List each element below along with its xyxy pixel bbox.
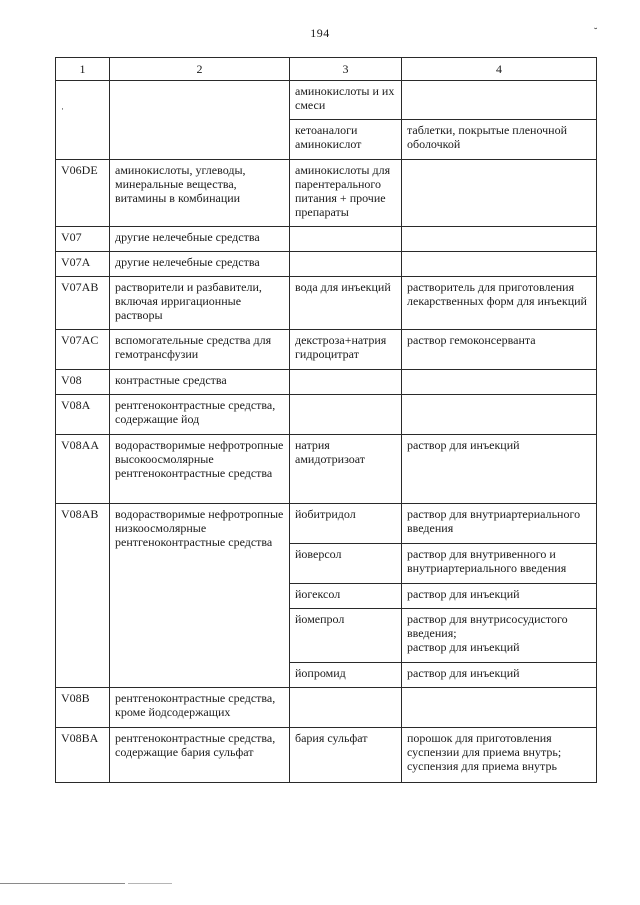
cell-code: V06DE bbox=[56, 160, 110, 227]
cell-group-name: рентгеноконтрастные средства, содержащие йод bbox=[110, 395, 290, 435]
header-col-2: 2 bbox=[110, 58, 290, 81]
cell-drug: йопромид bbox=[290, 663, 402, 688]
table-row bbox=[56, 504, 597, 544]
page-number: 194 bbox=[310, 26, 330, 40]
form-line: суспензия для приема внутрь bbox=[407, 759, 557, 773]
cell-drug bbox=[290, 252, 402, 277]
cell-drug: бария сульфат bbox=[290, 728, 402, 783]
table-row bbox=[56, 81, 597, 120]
cell-form bbox=[402, 370, 597, 395]
cell-form bbox=[402, 252, 597, 277]
cell-group-name: рентгеноконтрастные средства, содержащие бария сульфат bbox=[110, 728, 290, 783]
cell-drug bbox=[290, 370, 402, 395]
header-col-3: 3 bbox=[290, 58, 402, 81]
cell-drug: йомепрол bbox=[290, 609, 402, 663]
drug-table bbox=[55, 57, 597, 783]
cell-drug: вода для инъекций bbox=[290, 277, 402, 330]
table-row bbox=[56, 252, 597, 277]
header-col-4: 4 bbox=[402, 58, 597, 81]
footnote-rule bbox=[0, 883, 125, 884]
cell-code: V07AB bbox=[56, 277, 110, 330]
cell-form: растворитель для приготовления лекарственных форм для инъекций bbox=[402, 277, 597, 330]
cell-code: V08BA bbox=[56, 728, 110, 783]
cell-code: V08A bbox=[56, 395, 110, 435]
cell-form bbox=[402, 227, 597, 252]
header-col-1: 1 bbox=[56, 58, 110, 81]
cell-form: раствор для внутриартериального введения bbox=[402, 504, 597, 544]
cell-code: V07AC bbox=[56, 330, 110, 370]
table-row bbox=[56, 227, 597, 252]
cell-group-name: аминокислоты, углеводы, минеральные вещества, витамины в комбинации bbox=[110, 160, 290, 227]
cell-code: V08B bbox=[56, 688, 110, 728]
cell-form bbox=[402, 395, 597, 435]
cell-group-name: водорастворимые нефротропные высокоосмолярные рентгеноконтрастные средства bbox=[110, 435, 290, 504]
form-line: раствор для внутрисосудистого введения; bbox=[407, 612, 568, 640]
cell-drug: аминокислоты для парентерального питания + прочие препараты bbox=[290, 160, 402, 227]
table-row bbox=[56, 728, 597, 783]
footnote-rule-faint bbox=[128, 883, 172, 884]
table-header-row bbox=[56, 58, 597, 81]
cell-form: раствор для инъекций bbox=[402, 663, 597, 688]
cell-group-name: контрастные средства bbox=[110, 370, 290, 395]
cell-code: V07 bbox=[56, 227, 110, 252]
cell-drug: йогексол bbox=[290, 584, 402, 609]
cell-form: раствор гемоконсерванта bbox=[402, 330, 597, 370]
cell-form bbox=[402, 160, 597, 227]
table-row bbox=[56, 160, 597, 227]
cell-drug: йобитридол bbox=[290, 504, 402, 544]
cell-drug bbox=[290, 395, 402, 435]
cell-form: раствор для инъекций bbox=[402, 435, 597, 504]
cell-group-name: другие нелечебные средства bbox=[110, 227, 290, 252]
cell-drug: натрия амидотризоат bbox=[290, 435, 402, 504]
cell-drug: кетоаналоги аминокислот bbox=[290, 120, 402, 160]
corner-mark: ˘ bbox=[594, 27, 598, 38]
cell-group-name: вспомогательные средства для гемотрансфузии bbox=[110, 330, 290, 370]
cell-form bbox=[402, 81, 597, 120]
cell-group-name: водорастворимые нефротропные низкоосмолярные рентгеноконтрастные средства bbox=[110, 504, 290, 688]
cell-group-name: растворители и разбавители, включая ирригационные растворы bbox=[110, 277, 290, 330]
cell-drug: йоверсол bbox=[290, 544, 402, 584]
table-row bbox=[56, 277, 597, 330]
cell-group-name: другие нелечебные средства bbox=[110, 252, 290, 277]
table-row bbox=[56, 370, 597, 395]
table-row bbox=[56, 435, 597, 504]
cell-code: V07A bbox=[56, 252, 110, 277]
cell-drug bbox=[290, 688, 402, 728]
table-row bbox=[56, 688, 597, 728]
cell-form: раствор для внутривенного и внутриартериального введения bbox=[402, 544, 597, 584]
cell-drug: декстроза+натрия гидроцитрат bbox=[290, 330, 402, 370]
cell-drug bbox=[290, 227, 402, 252]
cell-form bbox=[402, 609, 597, 663]
cell-form: таблетки, покрытые пленочной оболочкой bbox=[402, 120, 597, 160]
form-line: раствор для инъекций bbox=[407, 640, 520, 654]
cell-code: V08AA bbox=[56, 435, 110, 504]
cell-form bbox=[402, 688, 597, 728]
cell-group-name bbox=[110, 81, 290, 160]
cell-code: V08AB bbox=[56, 504, 110, 688]
cell-group-name: рентгеноконтрастные средства, кроме йодсодержащих bbox=[110, 688, 290, 728]
cell-form bbox=[402, 728, 597, 783]
cell-drug: аминокислоты и их смеси bbox=[290, 81, 402, 120]
cell-form: раствор для инъекций bbox=[402, 584, 597, 609]
cell-code: V08 bbox=[56, 370, 110, 395]
table-row bbox=[56, 330, 597, 370]
form-line: порошок для приготовления суспензии для приема внутрь; bbox=[407, 731, 562, 759]
stray-mark: · bbox=[61, 104, 64, 114]
cell-code bbox=[56, 81, 110, 160]
table-row bbox=[56, 395, 597, 435]
